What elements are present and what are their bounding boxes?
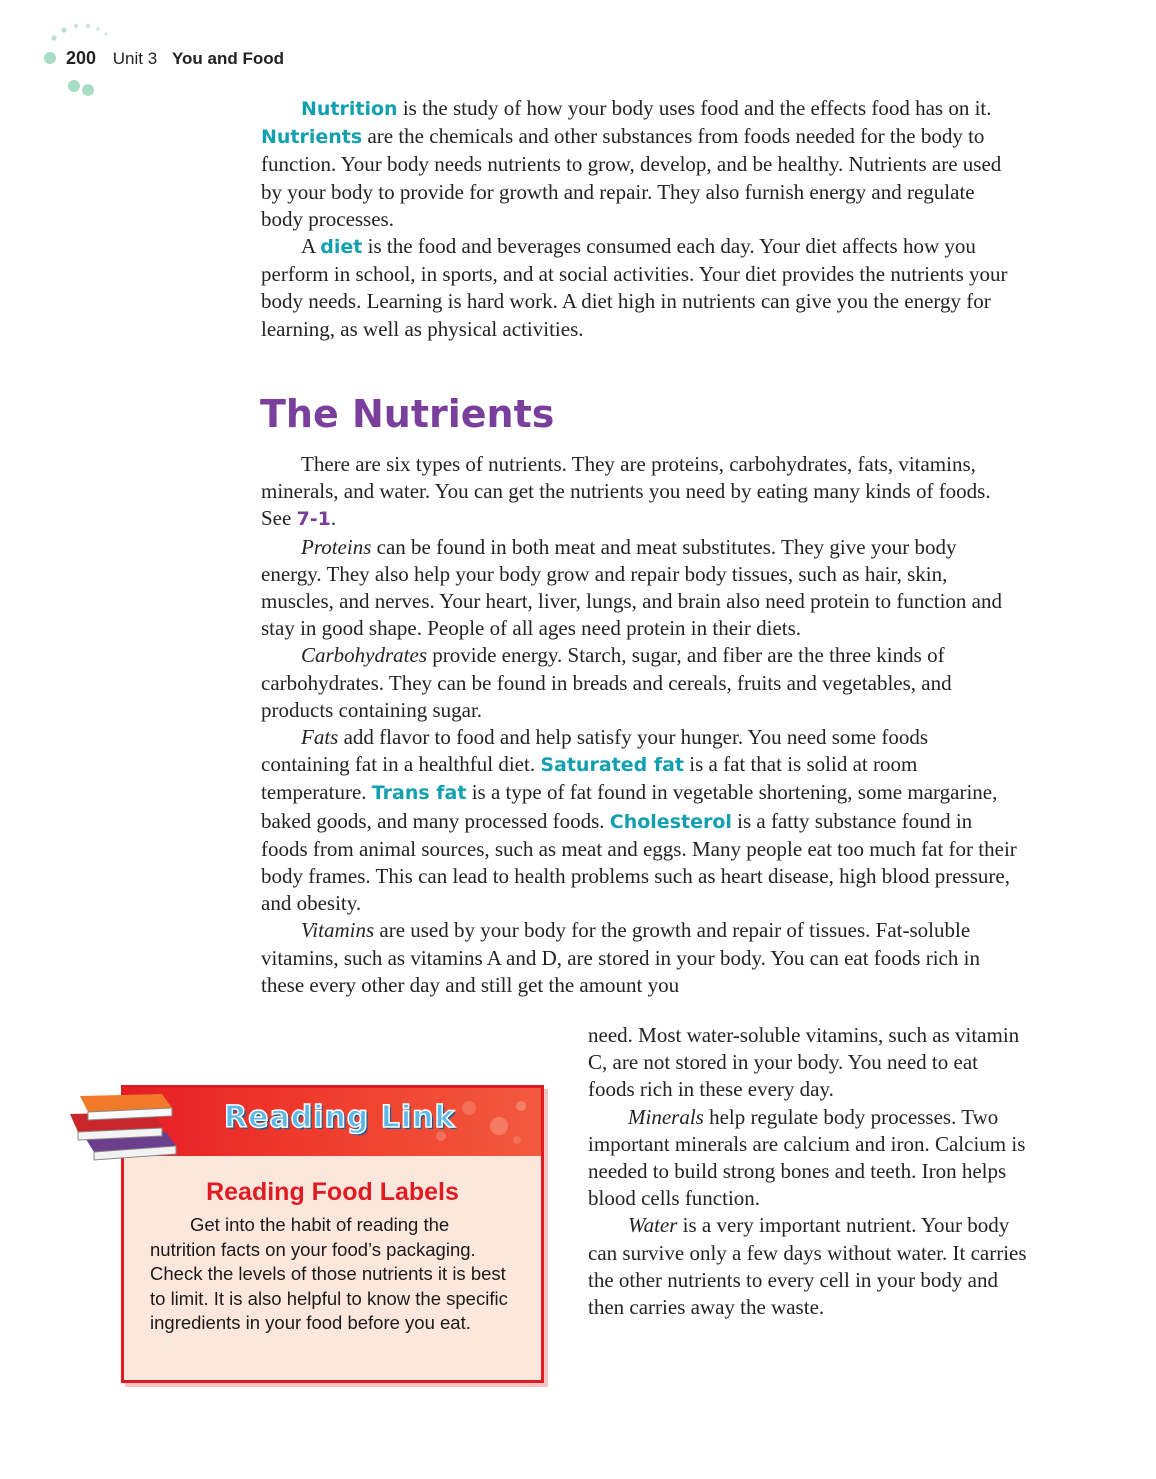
paragraph: Proteins can be found in both meat and meat substitutes. They give your body energy. They also help your body grow and repair body tissues, such as hair, skin, muscles, and nerves. Your heart, liver, lungs, and brain also need protein to function and stay in good shape. People of all ages need protein in their diets. bbox=[261, 534, 1002, 641]
paragraph: Carbohydrates provide energy. Starch, sugar, and fiber are the three kinds of carbohydrates. They can be found in breads and cereals, fruits and vegetables, and products containing sugar. bbox=[261, 643, 952, 722]
paragraph: Minerals help regulate body processes. Two important minerals are calcium and iron. Calcium is needed to build strong bones and teeth. Iron helps blood cells function. bbox=[588, 1104, 1026, 1211]
paragraph: There are six types of nutrients. They are proteins, carbohydrates, fats, vitamins, minerals, and water. You can get the nutrients you need by eating many kinds of foods. See 7-1. bbox=[261, 452, 991, 531]
paragraph: A diet is the food and beverages consumed each day. Your diet affects how you perform in school, in sports, and at social activities. Your diet provides the nutrients your body needs. Learning is hard work. A diet high in nutrients can give you the energy for learning, as well as physical activities. bbox=[261, 234, 1008, 341]
paragraph: need. Most water-soluble vitamins, such as vitamin C, are not stored in your body. You need to eat foods rich in these every day. bbox=[588, 1023, 1020, 1102]
paragraph: Vitamins are used by your body for the growth and repair of tissues. Fat-soluble vitamins, such as vitamins A and D, are stored in your body. You can eat foods rich in these every other day and still get the amount you bbox=[261, 918, 980, 997]
key-term: Saturated fat bbox=[540, 754, 684, 777]
body-text-narrow bbox=[588, 1022, 1028, 1321]
intro-text bbox=[261, 95, 1021, 343]
unit-label: Unit 3 bbox=[112, 49, 158, 68]
page-number: 200 bbox=[66, 48, 97, 68]
section-heading: The Nutrients bbox=[260, 392, 555, 436]
key-term: Nutrition bbox=[301, 98, 398, 120]
page-header bbox=[66, 48, 284, 69]
callout-title: Reading Food Labels bbox=[206, 1178, 459, 1206]
callout-banner-label: Reading Link bbox=[224, 1100, 456, 1135]
chapter-title: You and Food bbox=[171, 49, 284, 68]
key-term: Cholesterol bbox=[609, 810, 732, 833]
callout-banner bbox=[124, 1088, 541, 1156]
paragraph: Water is a very important nutrient. Your body can survive only a few days without water. It carries the other nutrients to every cell in your body and then carries away the waste. bbox=[588, 1213, 1027, 1320]
key-term: Trans fat bbox=[371, 782, 467, 805]
figure-reference-link[interactable]: 7-1 bbox=[296, 508, 331, 531]
books-icon bbox=[66, 1090, 186, 1166]
key-term: diet bbox=[320, 236, 363, 259]
callout-body: Get into the habit of reading the nutrition facts on your food’s packaging. Check the levels of those nutrients it is best to limit. It is also helpful to know the specific ingredients in your food before you eat. bbox=[150, 1214, 508, 1333]
paragraph: Fats add flavor to food and help satisfy your hunger. You need some foods containing fat in a healthful diet. Saturated fat is a fat that is solid at room temperature. Trans fat is a type of fat found in vegetable shortening, some margarine, baked goods, and many processed foods. Cholesterol is a fatty substance found in foods from animal sources, such as meat and eggs. Many people eat too much fat for their body frames. This can lead to health problems such as heart disease, high blood pressure, and obesity. bbox=[261, 725, 1017, 916]
body-text bbox=[261, 451, 1021, 999]
key-term: Nutrients bbox=[261, 126, 363, 149]
paragraph: Nutrition is the study of how your body uses food and the effects food has on it. Nutrients are the chemicals and other substances from foods needed for the body to function. Your body needs nutrients to grow, develop, and be healthy. Nutrients are used by your body to provide for growth and repair. They also furnish energy and regulate body processes. bbox=[261, 96, 1002, 231]
